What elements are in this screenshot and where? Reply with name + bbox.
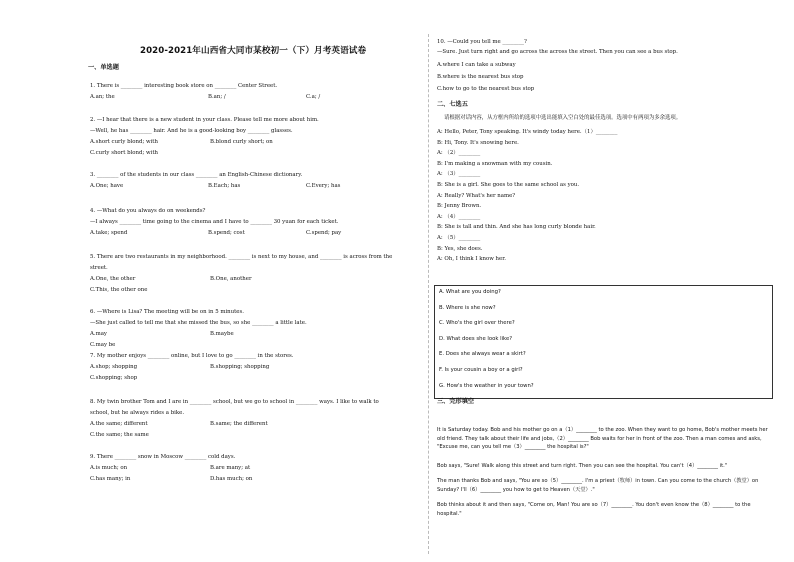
choice-option: G. How's the weather in your town? — [439, 382, 534, 389]
dialogue-line: A: （5）________ — [437, 235, 481, 241]
question-stem-continued: —Well, he has ________ hair. And he is a good-looking boy ________ glasses. — [90, 128, 293, 134]
question-stem: 2. —I hear that there is a new student in your class. Please tell me more about him. — [90, 117, 319, 123]
answer-option[interactable]: B.same; the different — [210, 421, 268, 427]
answer-option[interactable]: A.the same; different — [90, 421, 148, 427]
dialogue-line: A: （4）________ — [437, 213, 481, 220]
q10-option: A.where I can take a subway — [437, 62, 516, 68]
answer-option[interactable]: A.short curly blond; with — [90, 139, 158, 145]
section-single-choice: 一、单选题 — [88, 64, 119, 71]
choice-option: B. Where is she now? — [439, 304, 496, 311]
q10-stem: 10. —Could you tell me ________? — [437, 39, 527, 45]
section-seven-choose-five: 二、七选五 — [437, 101, 468, 108]
q10-option: B.where is the nearest bus stop — [437, 74, 524, 80]
question-stem-continued: —I always ________ time going to the cinema and I have to ________ 30 yuan for each ticket. — [90, 219, 339, 225]
answer-option[interactable]: A.an; the — [90, 94, 115, 100]
answer-option[interactable]: C.may be — [90, 342, 116, 348]
answer-option[interactable]: B.shopping; shopping — [210, 364, 270, 370]
answer-option[interactable]: A.take; spend — [90, 230, 128, 236]
answer-option[interactable]: C.the same; the same — [90, 432, 149, 438]
answer-option[interactable]: C.Every; has — [306, 183, 341, 189]
answer-option[interactable]: C.spend; pay — [306, 230, 342, 236]
dialogue-line: B: Hi, Tony. It's snowing here. — [437, 139, 519, 146]
dialogue-line: A: （2）________ — [437, 150, 481, 157]
answer-option[interactable]: B.maybe — [210, 331, 234, 337]
question-stem-continued: school, but he always rides a bike. — [90, 410, 185, 416]
choice-option: D. What does she look like? — [439, 335, 513, 342]
dialogue-line: B: She is tall and thin. And she has long curly blonde hair. — [437, 224, 596, 231]
answer-option[interactable]: B.an; / — [208, 94, 226, 100]
dialogue-line: A: （3）________ — [437, 171, 481, 178]
answer-option[interactable]: A.may — [90, 331, 107, 337]
answer-option[interactable]: D.has much; on — [210, 476, 253, 482]
answer-option[interactable]: B.are many; at — [210, 465, 251, 471]
q10-option: C.how to go to the nearest bus stop — [437, 86, 535, 92]
section-cloze: 三、完形填空 — [437, 398, 475, 405]
choice-option: C. Who's the girl over there? — [439, 320, 515, 327]
cloze-paragraph: Bob says, "Sure! Walk along this street and turn right. Then you can see the hospital. You can't（4）________ it." — [437, 463, 728, 469]
question-stem-continued: —She just called to tell me that she missed the bus, so she ________ a little late. — [90, 320, 307, 326]
answer-option[interactable]: A.is much; on — [90, 465, 128, 471]
question-stem-continued: street. — [90, 265, 108, 271]
dialogue-line: B: She is a girl. She goes to the same school as you. — [437, 182, 580, 188]
dialogue-line: A: Really? What's her name? — [437, 192, 516, 199]
choice-option: F. Is your cousin a boy or a girl? — [439, 367, 523, 373]
cloze-paragraph: Bob thinks about it and then says, "Come on, Man! You are so（7）________. You don't even know the（8）________ to the hospital." — [437, 502, 751, 517]
column-divider — [428, 34, 429, 554]
answer-option[interactable]: C.curly short blond; with — [90, 150, 158, 156]
question-stem: 8. My twin brother Tom and I are in ________ school, but we go to school in ________ ways. I like to walk to — [90, 399, 379, 405]
answer-option[interactable]: A.shop; shopping — [90, 364, 138, 370]
question-stem: 5. There are two restaurants in my neighborhood. ________ is next to my house, and ________ is across from the — [90, 254, 393, 260]
question-stem: 1. There is ________ interesting book store on ________ Center Street. — [90, 83, 278, 89]
question-stem: 3. ________ of the students in our class ________ an English-Chinese dictionary. — [90, 172, 303, 178]
answer-option[interactable]: A.One; have — [90, 183, 124, 189]
answer-option[interactable]: A.One, the other — [90, 276, 136, 282]
answer-option[interactable]: B.spend; cost — [208, 230, 245, 236]
answer-option[interactable]: C.This, the other one — [90, 287, 148, 293]
cloze-paragraph: The man thanks Bob and says, "You are so（5）________. I'm a priest（牧师）in town. Can you come to the church（教堂）on Sunday? I'll（6）________ you how to get to Heaven（天堂）." — [437, 478, 759, 493]
options-box — [434, 285, 773, 399]
question-stem: 9. There ________ snow in Moscow ________ cold days. — [90, 454, 236, 460]
answer-option[interactable]: B.One, another — [210, 276, 252, 282]
question-stem: 6. —Where is Lisa? The meeting will be on in 5 minutes. — [90, 309, 244, 315]
answer-option[interactable]: C.shopping; shop — [90, 375, 138, 381]
dialogue-line: B: Jenny Brown. — [437, 203, 482, 210]
seven-choose-five-instructions: 请根据对话内容，从方框内所给的选项中选出能填入空白处的最佳选项。选项中有两项为多余选项。 — [444, 115, 682, 121]
question-stem: 4. —What do you always do on weekends? — [90, 208, 206, 214]
choice-option: A. What are you doing? — [439, 289, 501, 295]
dialogue-line: A: Hello, Peter, Tony speaking. It's windy today here.（1）________ — [437, 129, 618, 135]
answer-option[interactable]: C.has many; in — [90, 476, 131, 482]
dialogue-line: B: Yes, she does. — [437, 245, 483, 252]
exam-title: 2020-2021年山西省大同市某校初一（下）月考英语试卷 — [140, 46, 367, 56]
answer-option[interactable]: B.blond curly short; on — [210, 139, 273, 145]
answer-option[interactable]: C.a; / — [306, 94, 321, 100]
cloze-paragraph: It is Saturday today. Bob and his mother go on a（1）________ to the zoo. When they want to go home, Bob's mother meets her old friend. They talk about their life and jobs,（2）________ Bob waits for her in front of the zoo. Then a man comes and asks, "Excuse me, can you tell me（3）________ the hospital is?" — [437, 427, 768, 451]
dialogue-line: B: I'm making a snowman with my cousin. — [437, 160, 553, 167]
answer-option[interactable]: B.Each; has — [208, 183, 241, 189]
question-stem: 7. My mother enjoys ________ online, but I love to go ________ in the stores. — [90, 353, 294, 359]
choice-option: E. Does she always wear a skirt? — [439, 351, 526, 358]
q10-stem2: —Sure. Just turn right and go across the across the street. Then you can see a bus stop. — [437, 49, 678, 55]
dialogue-line: A: Oh, I think I know her. — [437, 256, 506, 263]
